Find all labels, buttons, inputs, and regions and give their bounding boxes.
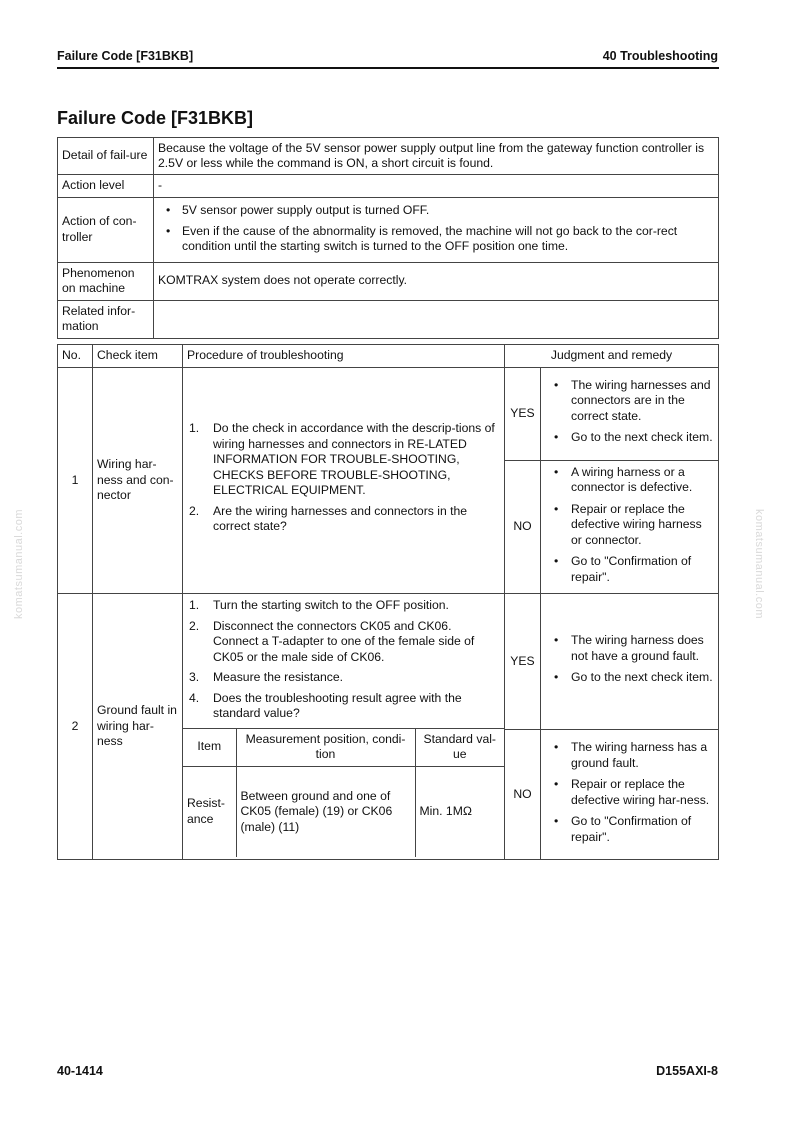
measurement-table <box>183 728 504 858</box>
step-number: 1. <box>189 598 200 612</box>
phenomenon-value: KOMTRAX system does not operate correctly. <box>154 262 719 300</box>
check-item: Wiring har-ness and con-nector <box>93 367 183 594</box>
yes-remedy <box>541 594 719 730</box>
step-text: Measure the resistance. <box>213 670 344 684</box>
check-table-header <box>58 345 719 368</box>
measurement-item: Resist-ance <box>183 766 236 857</box>
no-remedy <box>541 730 719 860</box>
action-controller-row <box>58 198 719 263</box>
list-item: • Go to "Confirmation of repair". <box>545 814 714 845</box>
remedy-list <box>545 465 714 586</box>
measurement-header-row <box>183 728 504 766</box>
procedure-step <box>187 691 500 722</box>
procedure-cell <box>183 367 505 594</box>
list-item: • Go to the next check item. <box>545 430 714 446</box>
table-row <box>58 594 719 730</box>
remedy-list <box>545 378 714 446</box>
running-header-left: Failure Code [F31BKB] <box>57 49 194 63</box>
no-label: NO <box>505 730 541 860</box>
procedure-steps <box>183 594 504 728</box>
procedure-step <box>187 421 500 499</box>
yes-label: YES <box>505 594 541 730</box>
related-info-row <box>58 300 719 338</box>
detail-row <box>58 138 719 175</box>
procedure-step <box>187 619 500 666</box>
list-item: • A wiring harness or a connector is defective. <box>545 465 714 496</box>
phenomenon-label: Phenomenon on machine <box>58 262 154 300</box>
measurement-header-standard: Standard val-ue <box>415 728 504 766</box>
no-label: NO <box>505 460 541 594</box>
model-code: D155AXI-8 <box>656 1064 718 1078</box>
list-item: • 5V sensor power supply output is turned OFF. <box>158 203 714 219</box>
action-controller-label: Action of con-troller <box>58 198 154 263</box>
check-item: Ground fault in wiring har-ness <box>93 594 183 860</box>
step-number: 2. <box>189 503 200 518</box>
action-level-row <box>58 175 719 198</box>
col-header-procedure: Procedure of troubleshooting <box>183 345 505 368</box>
measurement-standard: Min. 1MΩ <box>415 766 504 857</box>
related-info-value <box>154 300 719 338</box>
header-rule <box>57 67 719 69</box>
list-item: • Go to the next check item. <box>545 670 714 686</box>
no-remedy <box>541 460 719 594</box>
detail-label: Detail of fail-ure <box>58 138 154 175</box>
list-item: • The wiring harness has a ground fault. <box>545 740 714 771</box>
detail-value: Because the voltage of the 5V sensor power supply output line from the gateway function controller is 2.5V or less while the command is ON, a short circuit is found. <box>154 138 719 175</box>
list-item: • Repair or replace the defective wiring har-ness. <box>545 777 714 808</box>
step-text: Are the wiring harnesses and connectors in the correct state? <box>213 503 468 533</box>
col-header-no: No. <box>58 345 93 368</box>
phenomenon-row <box>58 262 719 300</box>
table-row <box>58 367 719 460</box>
yes-remedy <box>541 367 719 460</box>
step-text: Turn the starting switch to the OFF position. <box>213 598 449 612</box>
remedy-list <box>545 740 714 845</box>
page-title: Failure Code [F31BKB] <box>57 108 254 128</box>
action-controller-list <box>158 203 714 255</box>
action-controller-value <box>154 198 719 263</box>
list-item: • The wiring harnesses and connectors are in the correct state. <box>545 378 714 425</box>
running-header-right: 40 Troubleshooting <box>602 49 718 63</box>
action-level-value: - <box>154 175 719 198</box>
failure-info-table <box>57 137 719 339</box>
check-table <box>57 344 719 860</box>
action-level-label: Action level <box>58 175 154 198</box>
list-item: • Repair or replace the defective wiring harness or connector. <box>545 502 714 549</box>
procedure-step <box>187 504 500 535</box>
step-text: Does the troubleshooting result agree with the standard value? <box>213 690 462 720</box>
col-header-judgment: Judgment and remedy <box>505 345 719 368</box>
check-no: 1 <box>58 367 93 594</box>
col-header-check-item: Check item <box>93 345 183 368</box>
step-number: 1. <box>189 421 200 435</box>
list-item: • Go to "Confirmation of repair". <box>545 554 714 585</box>
step-text: Disconnect the connectors CK05 and CK06. Connect a T-adapter to one of the female side of CK05 or the male side of CK06. <box>213 618 475 664</box>
check-no: 2 <box>58 594 93 860</box>
procedure-step <box>187 670 500 686</box>
procedure-list <box>187 421 500 535</box>
step-number: 3. <box>189 670 200 684</box>
watermark-right: komatsumanual.com <box>753 509 765 619</box>
measurement-header-item: Item <box>183 728 236 766</box>
watermark-left: komatsumanual.com <box>13 509 25 619</box>
remedy-list <box>545 633 714 686</box>
measurement-position: Between ground and one of CK05 (female) (19) or CK06 (male) (11) <box>236 766 415 857</box>
step-number: 2. <box>189 618 200 633</box>
related-info-label: Related infor-mation <box>58 300 154 338</box>
measurement-row <box>183 766 504 857</box>
step-text: Do the check in accordance with the descrip-tions of wiring harnesses and connectors in RE-LATED INFORMATION FOR TROUBLE-SHOOTING, CHECKS BEFORE TROUBLE-SHOOTING, ELECTRICAL EQUIPMENT. <box>213 421 495 497</box>
list-item: • The wiring harness does not have a ground fault. <box>545 633 714 664</box>
page-number: 40-1414 <box>57 1064 103 1078</box>
measurement-header-position: Measurement position, condi-tion <box>236 728 415 766</box>
procedure-list <box>187 598 500 722</box>
list-item: • Even if the cause of the abnormality is removed, the machine will not go back to the cor-rect condition until the starting switch is turned to the OFF position one time. <box>158 224 714 255</box>
procedure-step <box>187 598 500 614</box>
yes-label: YES <box>505 367 541 460</box>
procedure-cell <box>183 594 505 860</box>
step-number: 4. <box>189 690 200 705</box>
